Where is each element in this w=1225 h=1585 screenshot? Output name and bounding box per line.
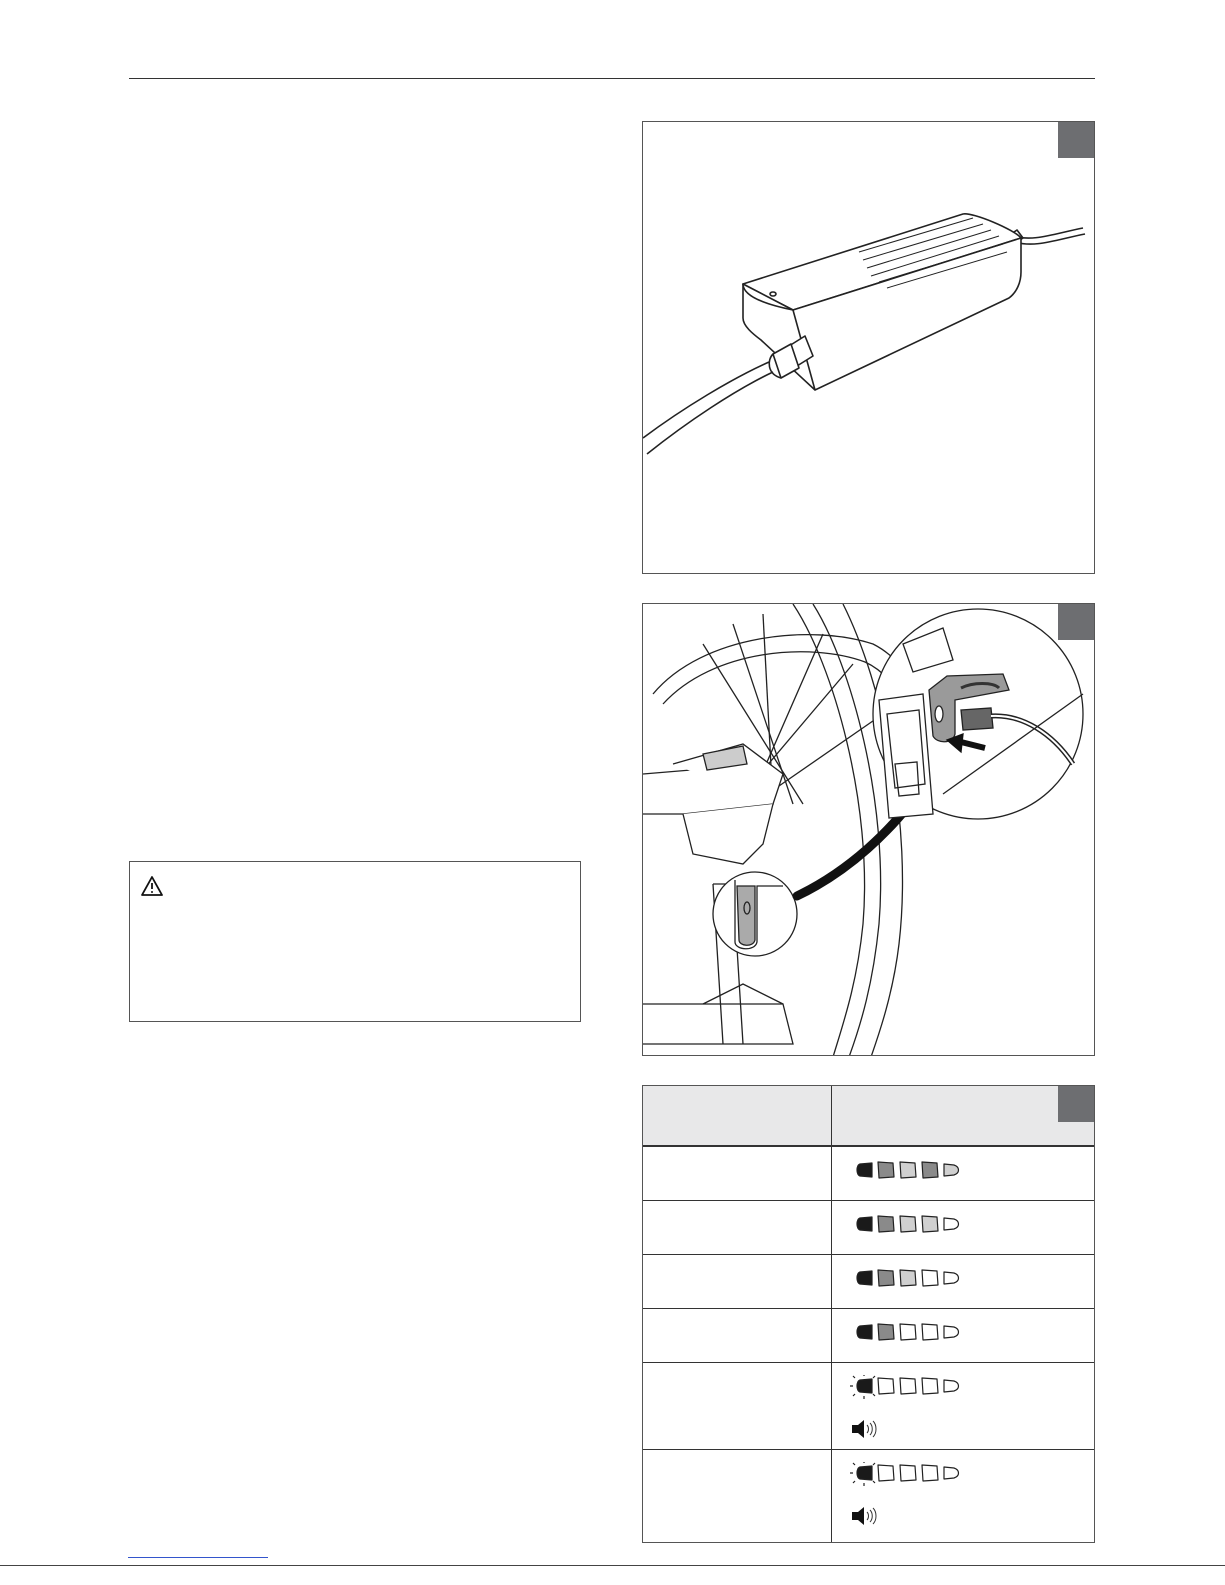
battery-led-segment [857, 1466, 872, 1480]
battery-led-segment [922, 1162, 938, 1178]
table-row [643, 1450, 1094, 1537]
battery-led-segment [900, 1324, 916, 1340]
figure-charging-port [642, 603, 1095, 1056]
battery-led-segment [944, 1467, 959, 1479]
battery-led-segment [900, 1465, 916, 1481]
table-row [643, 1147, 1094, 1201]
battery-level-leds [850, 1213, 980, 1237]
table-row [643, 1309, 1094, 1363]
battery-led-segment [857, 1217, 872, 1231]
battery-led-segment [900, 1378, 916, 1394]
battery-led-segment [878, 1270, 894, 1286]
power-adapter-icon [643, 122, 1095, 574]
battery-level-leds [850, 1159, 980, 1183]
figure-number-tab [1058, 1086, 1094, 1122]
speaker-icon [850, 1417, 880, 1441]
battery-indicator-table [642, 1085, 1095, 1543]
battery-led-segment [944, 1326, 959, 1338]
battery-led-segment [878, 1324, 894, 1340]
figure-power-adapter [642, 121, 1095, 574]
battery-led-segment [922, 1378, 938, 1394]
footer-link-underline [128, 1557, 268, 1558]
battery-led-segment [857, 1163, 872, 1177]
table-row [643, 1363, 1094, 1450]
column-divider [831, 1086, 832, 1542]
battery-level-leds [850, 1267, 980, 1291]
header-rule [129, 78, 1095, 79]
battery-led-segment [900, 1162, 916, 1178]
footer-rule [0, 1565, 1225, 1566]
battery-led-segment [944, 1218, 959, 1230]
battery-led-segment [922, 1324, 938, 1340]
table-row [643, 1201, 1094, 1255]
battery-led-segment [857, 1325, 872, 1339]
warning-triangle-icon [140, 875, 164, 897]
battery-led-segment [857, 1379, 872, 1393]
battery-led-segment [944, 1380, 959, 1392]
battery-level-leds [850, 1375, 980, 1399]
battery-led-segment [878, 1465, 894, 1481]
battery-level-leds [850, 1462, 980, 1486]
battery-led-segment [878, 1216, 894, 1232]
table-header [643, 1086, 1094, 1147]
battery-led-segment [922, 1270, 938, 1286]
battery-led-segment [922, 1216, 938, 1232]
battery-level-leds [850, 1321, 980, 1345]
charging-port-icon [643, 604, 1095, 1056]
battery-led-segment [878, 1378, 894, 1394]
battery-led-segment [900, 1270, 916, 1286]
speaker-icon [850, 1504, 880, 1528]
warning-box [129, 861, 581, 1022]
battery-led-segment [878, 1162, 894, 1178]
battery-led-segment [944, 1272, 959, 1284]
table-row [643, 1255, 1094, 1309]
battery-led-segment [900, 1216, 916, 1232]
battery-led-segment [922, 1465, 938, 1481]
battery-led-segment [857, 1271, 872, 1285]
battery-led-segment [944, 1164, 959, 1176]
